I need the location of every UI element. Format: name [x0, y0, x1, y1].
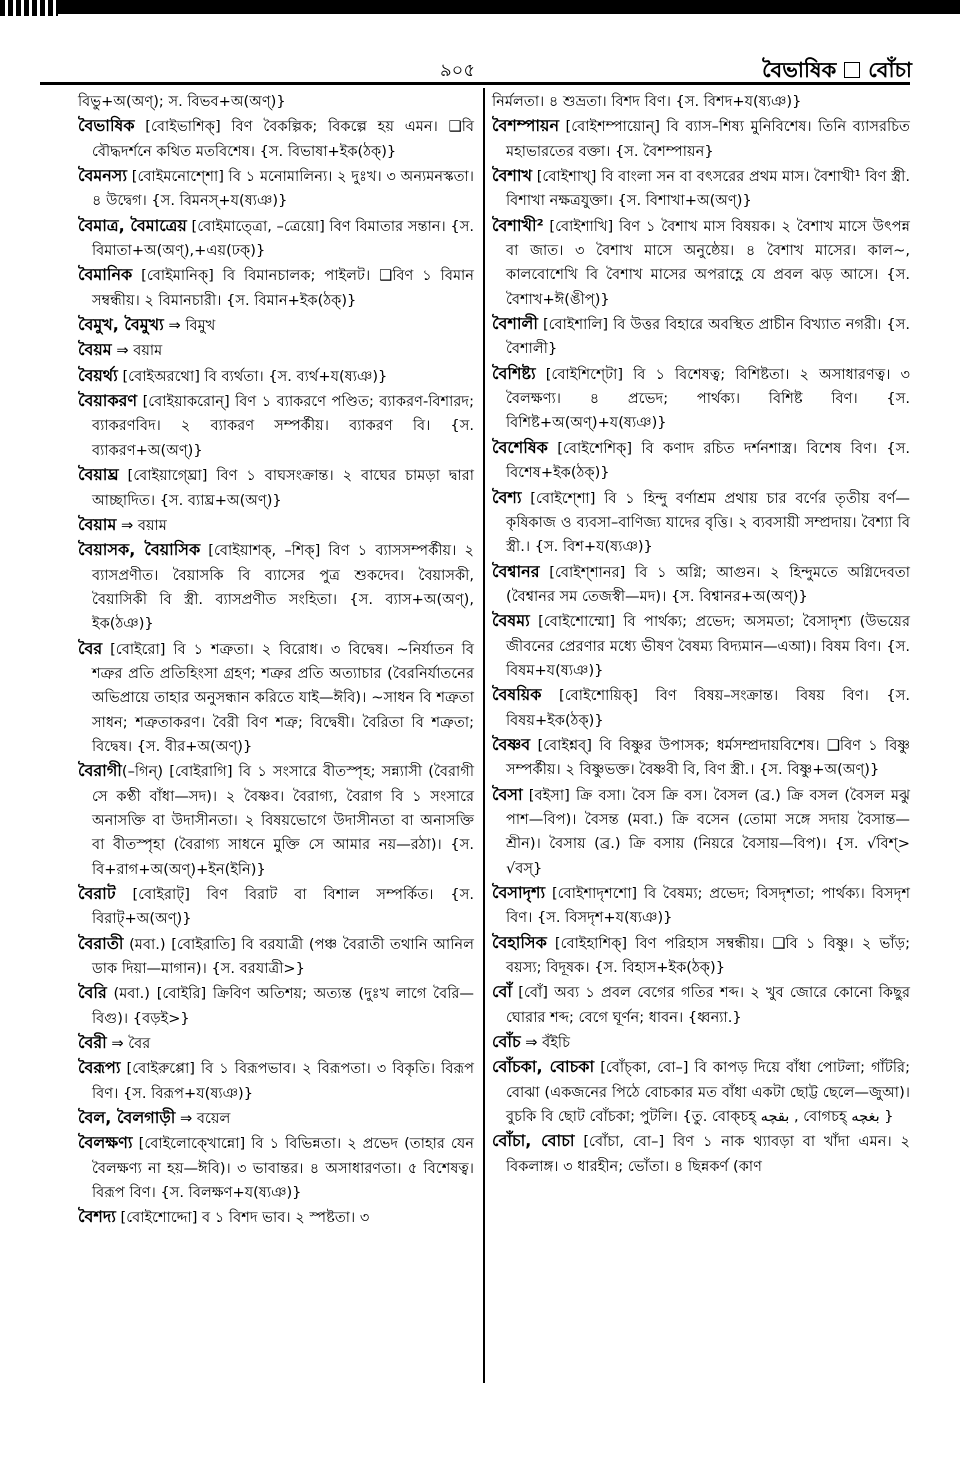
- dictionary-entry: [78, 364, 474, 389]
- dictionary-entry: [78, 932, 474, 982]
- definition-text: [বোইশাখি] বিণ ১ বৈশাখ মাস বিষয়ক। ২ বৈশাখ মাসে উৎপন্ন বা জাত। ৩ বৈশাখ মাসে অনুষ্ঠেয়। ৪ বৈশাখ মাসের। কাল~, কালবোশেখি বি বৈশাখ মাসের অপরাহ্ণে যে প্রবল ঝড় আসে। {স. বৈশাখ+ঈ(ঙীপ্)}: [506, 217, 910, 308]
- dictionary-entry: [78, 463, 474, 513]
- headword: বৈয়র্থ্য: [78, 365, 118, 385]
- definition-text: [বোইরাট্] বিণ বিরাট বা বিশাল সম্পর্কিত। {স. বিরাট্+অ(অণ্)}: [92, 886, 474, 928]
- definition-text: [বোইশেশিক্] বি কণাদ রচিত দর্শনশাস্ত্র। বিশেষ বিণ। {স. বিশেষ+ইক(ঠক্)}: [506, 439, 910, 482]
- dictionary-entry: [78, 513, 474, 538]
- dictionary-entry: [492, 609, 910, 683]
- header-rule: [40, 82, 910, 85]
- headword: বৈশ্য: [492, 487, 522, 507]
- dictionary-entry: [78, 263, 474, 313]
- right-column: [492, 90, 910, 1179]
- page-number: ৯০৫: [440, 60, 476, 81]
- definition-text: [বোইভাশিক্] বিণ বৈকল্পিক; বিকল্পে হয় এমন। ❑বি বৌদ্ধদর্শনে কথিত মতবিশেষ। {স. বিভাষা+ইক(ঠক্)}: [92, 118, 474, 160]
- headword: বৈমাত্র, বৈমাত্রেয়: [78, 215, 187, 235]
- dictionary-entry: [78, 338, 474, 363]
- column-divider: [483, 88, 485, 1383]
- headword: বৈসা: [492, 784, 523, 804]
- dictionary-entry: [78, 1131, 474, 1205]
- headword: বৈষয়িক: [492, 685, 542, 705]
- dictionary-entry: [492, 683, 910, 733]
- dictionary-entry: [492, 1030, 910, 1055]
- definition-text: [বোইশোম্মো] বি পার্থক্য; প্রভেদ; অসমতা; বৈসাদৃশ্য (উভয়ের জীবনের প্রেরণার মধ্যে ভীষণ বৈষম্য বিদ্যমান—এআ)। বিষম বিণ। {স. বিষম+য(ষ্যঞ)}: [506, 613, 910, 679]
- headword: বৈল, বৈলগাড়ী: [78, 1108, 176, 1128]
- headword: বৈভাষিক: [78, 116, 135, 136]
- headword: বৈশালী: [492, 314, 538, 334]
- headword: বৈয়ম: [78, 340, 112, 360]
- headword: বোঁচ: [492, 1032, 521, 1052]
- definition-text: [বোইশ্নব্] বি বিষ্ণুর উপাসক; ধর্মসম্প্রদায়বিশেষ। ❑বিণ ১ বিষ্ণু সম্পর্কীয়। ২ বিষ্ণুভক্ত। বৈষ্ণবী বি, বিণ স্ত্রী.। {স. বিষ্ণু+অ(অণ্)}: [506, 736, 910, 779]
- dictionary-entry: [492, 214, 910, 312]
- definition-text: ⇒ বয়াম: [111, 342, 163, 360]
- definition-text: [বোইশ্শো] বি ১ হিন্দু বর্ণাশ্রম প্রথায় চার বর্ণের তৃতীয় বর্ণ—কৃষিকাজ ও ব্যবসা–বাণিজ্য যাদের বৃত্তি। ২ ব্যবসায়ী সম্প্রদায়। বৈশ্যা বি স্ত্রী.। {স. বিশ+য(ষ্যঞ)}: [506, 489, 910, 556]
- dictionary-entry: [78, 981, 474, 1031]
- definition-text: (–গিন্) [বোইরাগি] বি ১ সংসারে বীতস্পৃহ; সন্ন্যাসী (বৈরাগী সে কণ্ঠী বাঁধা—সদ)। ২ বৈষ্ণব। বৈরাগ্য, বৈরাগ বি ১ সংসারে অনাসক্তি বা উদাসীনতা। ২ বিষয়ভোগে উদাসীনতা বা অনাসক্তি বা বীতস্পৃহা (বৈরাগ্য সাধনে মুক্তি সে আমার নয়—রঠা)। {স. বি+রাগ+অ(অণ্)+ইন(ইনি)}: [92, 763, 474, 878]
- definition-text: (মবা.) [বোইরাতি] বি বরযাত্রী (পঞ্চ বৈরাতী তথানি আনিল ডাক দিয়া—মাগান)। {স. বরযাত্রী>}: [92, 935, 474, 978]
- dictionary-entry: [78, 882, 474, 932]
- dictionary-entry: [78, 637, 474, 760]
- dictionary-entry: [492, 881, 910, 931]
- dictionary-entry: [78, 1106, 474, 1131]
- definition-text: [বোইশাখ্] বি বাংলা সন বা বৎসরের প্রথম মাস। বৈশাখী¹ বিণ স্ত্রী. বিশাখা নক্ষত্রযুক্তা। {স. বিশাখা+অ(অণ্)}: [506, 168, 910, 210]
- dictionary-entry: [492, 312, 910, 362]
- headword: বৈসাদৃশ্য: [492, 883, 546, 902]
- definition-text: [বোইরো] বি ১ শত্রুতা। ২ বিরোধ। ৩ বিদ্বেষ। ~নির্যাতন বি শত্রুর প্রতি প্রতিহিংসা গ্রহণ; শত্রুর প্রতি অত্যাচার (বৈরনির্যাতনের অভিপ্রায়ে তাহার অনুসন্ধান করিতে যাই—ঈবি)। ~সাধন বি শত্রুতা সাধন; শত্রুতাকরণ। বৈরী বিণ শত্রু; বিদ্বেষী। বৈরিতা বি শত্রুতা; বিদ্বেষ। {স. বীর+অ(অণ্)}: [92, 640, 474, 755]
- headword: বৈশদ্য: [78, 1207, 116, 1227]
- dictionary-entry: [78, 389, 474, 463]
- definition-text: [বোঁচা, বো–] বিণ ১ নাক থ্যাবড়া বা খাঁদা এমন। ২ বিকলাঙ্গ। ৩ ধারহীন; ভোঁতা। ৪ ছিন্নকর্ণ (কাণ: [506, 1133, 910, 1175]
- dictionary-entry: [492, 1129, 910, 1179]
- headword: বৈয়াঘ্র: [78, 465, 119, 485]
- headword: বৈমুখ, বৈমুখ্য: [78, 315, 164, 335]
- definition-text: [বোইয়াকরোন্] বিণ ১ ব্যাকরণে পণ্ডিত; ব্যাকরণ-বিশারদ; ব্যাকরণবিদ। ২ ব্যাকরণ সম্পর্কীয়। ব্যাকরণ বি। {স. ব্যাকরণ+অ(অণ্)}: [92, 393, 474, 459]
- headword: বৈষ্ণব: [492, 734, 531, 754]
- headword: বৈশেষিক: [492, 437, 548, 457]
- dictionary-entry: [78, 1031, 474, 1056]
- headword: বৈমনস্য: [78, 166, 128, 186]
- definition-text: [বোইশিশ্টো] বি ১ বিশেষত্ব; বিশিষ্টতা। ২ অসাধারণত্ব। ৩ বৈলক্ষণ্য। ৪ প্রভেদ; পার্থক্য। বিশিষ্ট বিণ। {স. বিশিষ্ট+অ(অণ্)+য(ষ্যঞ)}: [506, 365, 910, 432]
- headword: বৈয়াকরণ: [78, 391, 138, 411]
- headword: বোঁচা, বোচা: [492, 1131, 575, 1151]
- headword: বৈরাতী: [78, 933, 124, 953]
- dictionary-entry: [78, 90, 474, 114]
- headword: বৈর: [78, 638, 103, 658]
- headword: বৈয়াসক, বৈয়াসিক: [78, 540, 201, 560]
- dictionary-entry: [492, 486, 910, 560]
- headword: বৈরী: [78, 1033, 107, 1053]
- headword: বৈহাসিক: [492, 932, 547, 952]
- dictionary-entry: [78, 164, 474, 214]
- dictionary-entry: [492, 90, 910, 114]
- definition-text: নির্মলতা। ৪ শুভ্রতা। বিশদ বিণ। {স. বিশদ+য(ষ্যঞ)}: [492, 93, 802, 110]
- definition-text: [বোইহাশিক্] বিণ পরিহাস সম্বন্ধীয়। ❑বি ১ বিষ্ণু। ২ ভাঁড়; বয়স্য; বিদূষক। {স. বিহাস+ইক(ঠক্)}: [506, 934, 910, 977]
- definition-text: [বোইয়াশক্, –শিক্] বিণ ১ ব্যাসসম্পর্কীয়। ২ ব্যাসপ্রণীত। বৈয়াসকি বি ব্যাসের পুত্র শুকদেব। বৈয়াসকী, বৈয়াসিকী বি স্ত্রী. ব্যাসপ্রণীত সংহিতা। {স. ব্যাস+অ(অণ্), ইক(ঠঞ)}: [92, 542, 474, 633]
- definition-text: [বোইশাদৃশশো] বি বৈষম্য; প্রভেদ; বিসদৃশতা; পার্থক্য। বিসদৃশ বিণ। {স. বিসদৃশ+য(ষ্যঞ)}: [506, 885, 910, 927]
- dictionary-entry: [492, 362, 910, 436]
- definition-text: [বোইশোদ্দো] ব ১ বিশদ ভাব। ২ স্পষ্টতা। ৩: [115, 1209, 370, 1227]
- definition-text: বিভু+অ(অণ্); স. বিভব+অ(অণ্)}: [78, 93, 286, 110]
- headword: বৈশ্বানর: [492, 561, 540, 581]
- headword: বৈরাগী: [78, 761, 122, 781]
- dictionary-entry: [78, 313, 474, 338]
- guide-word-last: বোঁচা: [868, 58, 912, 82]
- dictionary-entry: [78, 114, 474, 164]
- headword: বৈশিষ্ট্য: [492, 363, 536, 383]
- scan-border: [0, 0, 960, 14]
- dictionary-entry: [492, 114, 910, 164]
- definition-text: ⇒ বিমুখ: [163, 317, 216, 335]
- square-separator-icon: [844, 62, 860, 78]
- headword: বৈরাট: [78, 884, 116, 903]
- definition-text: [বোইশ্শানর] বি ১ অগ্নি; আগুন। ২ হিন্দুমতে অগ্নিদেবতা (বৈশ্বানর সম তেজস্বী—মদ)। {স. বিশ্বানর+অ(অণ্)}: [506, 563, 910, 605]
- dictionary-entry: [492, 560, 910, 610]
- definition-text: [বোইরুপ্পো] বি ১ বিরূপভাব। ২ বিরূপতা। ৩ বিকৃতি। বিরূপ বিণ। {স. বিরূপ+য(ষ্যঞ)}: [92, 1060, 474, 1102]
- definition-text: [বোইশালি] বি উত্তর বিহারে অবস্থিত প্রাচীন বিখ্যাত নগরী। {স. বৈশালী}: [506, 316, 910, 358]
- dictionary-entry: [78, 214, 474, 264]
- definition-text: [বোইশোয়িক্] বিণ বিষয়–সংক্রান্ত। বিষয় বিণ। {স. বিষয়+ইক(ঠক্)}: [506, 687, 910, 729]
- dictionary-entry: [492, 436, 910, 486]
- definition-text: [বইসা] ক্রি বসা। বৈস ক্রি বস। বৈসল (ব্র.) ক্রি বসল (বৈসল মঝু পাশ—বিপ)। বৈসন্ত (মবা.) ক্রি বসেন (তোমা সঙ্গে সদায় বৈসান্ত—শ্রীন)। বৈসায় (ব্র.) ক্রি বসায় (নিয়রে বৈসায়—বিপ)। {স. √বিশ্> √বস্}: [506, 786, 910, 877]
- dictionary-entry: [78, 1205, 474, 1230]
- definition-text: ⇒ বৈর: [106, 1035, 151, 1053]
- definition-text: ⇒ বয়াম: [116, 516, 167, 534]
- guide-word-first: বৈভাষিক: [762, 58, 837, 82]
- definition-text: ⇒ বঁইচি: [520, 1034, 570, 1052]
- dictionary-entry: [78, 759, 474, 882]
- dictionary-entry: [492, 164, 910, 214]
- headword: বৈয়াম: [78, 514, 117, 534]
- definition-text: [বোইমাত্ত্রো, –ত্রেয়ো] বিণ বিমাতার সন্তান। {স. বিমাতা+অ(অণ্),+এয়(ঢক্)}: [92, 217, 474, 260]
- headword: বোঁ: [492, 982, 513, 1002]
- headword: বোঁচকা, বোচকা: [492, 1057, 595, 1077]
- headword: বৈশাখী²: [492, 215, 544, 235]
- headword: বৈরূপ্য: [78, 1058, 121, 1078]
- dictionary-entry: [78, 538, 474, 636]
- headword: বৈষম্য: [492, 611, 530, 631]
- definition-text: [বোইলোক্খোন্নো] বি ১ বিভিন্নতা। ২ প্রভেদ (তাহার যেন বৈলক্ষণ্য না হয়—ঈবি)। ৩ ভাবান্তর। ৪ অসাধারণতা। ৫ বিশেষত্ব। বিরূপ বিণ। {স. বিলক্ষণ+য(ষ্যঞ)}: [92, 1135, 474, 1202]
- headword: বৈলক্ষণ্য: [78, 1133, 133, 1153]
- definition-text: [বোইশম্পায়োন্] বি ব্যাস–শিষ্য মুনিবিশেষ। তিনি ব্যাসরচিত মহাভারতের বক্তা। {স. বৈশম্পায়ন}: [506, 118, 910, 160]
- dictionary-entry: [492, 931, 910, 981]
- definition-text: [বোঁচ্কা, বো–] বি কাপড় দিয়ে বাঁধা পোটলা; গাঁটরি; বোঝা (একজনের পিঠে বোচকার মত বাঁধা একটা ছোট্ট ছেলে—জুআ)। বুচকি বি ছোট বোঁচকা; পুটলি। {তু. বোক্‌চহ্ بقچه , বোগচহ্ بغچه }: [506, 1059, 910, 1126]
- definition-text: [বোঁ] অব্য ১ প্রবল বেগের গতির শব্দ। ২ খুব জোরে কোনো কিছুর ঘোরার শব্দ; বেগে ঘূর্ণন; ধাবন। {ধ্বন্যা.}: [506, 984, 910, 1026]
- definition-text: ⇒ বয়েল: [175, 1110, 231, 1128]
- definition-text: [বোইয়াগ্ঘ্রো] বিণ ১ বাঘসংক্রান্ত। ২ বাঘের চামড়া দ্বারা আচ্ছাদিত। {স. ব্যাঘ্র+অ(অণ্)}: [92, 467, 474, 509]
- dictionary-entry: [78, 1056, 474, 1106]
- dictionary-entry: [492, 783, 910, 881]
- headword: বৈশাখ: [492, 166, 532, 186]
- headword: বৈরি: [78, 983, 107, 1003]
- dictionary-entry: [492, 733, 910, 783]
- definition-text: (মবা.) [বোইরি] ক্রিবিণ অতিশয়; অত্যন্ত (দুঃখ লাগে বৈরি—বিগু)। {বড়ই>}: [92, 985, 474, 1027]
- dictionary-entry: [492, 980, 910, 1030]
- definition-text: [বোইমনোশ্শো] বি ১ মনোমালিন্য। ২ দুঃখ। ৩ অন্যমনস্কতা। ৪ উদ্বেগ। {স. বিমনস্+য(ষ্যঞ)}: [92, 168, 474, 210]
- definition-text: [বোইমানিক্] বি বিমানচালক; পাইলট। ❑বিণ ১ বিমান সম্বন্ধীয়। ২ বিমানচারী। {স. বিমান+ইক(ঠক্)}: [92, 267, 474, 309]
- headword: বৈমানিক: [78, 265, 133, 285]
- dictionary-entry: [492, 1055, 910, 1129]
- left-column: [78, 90, 474, 1231]
- headword: বৈশম্পায়ন: [492, 116, 559, 136]
- definition-text: [বোইঅরথো] বি ব্যর্থতা। {স. ব্যর্থ+য(ষ্যঞ)}: [117, 367, 388, 385]
